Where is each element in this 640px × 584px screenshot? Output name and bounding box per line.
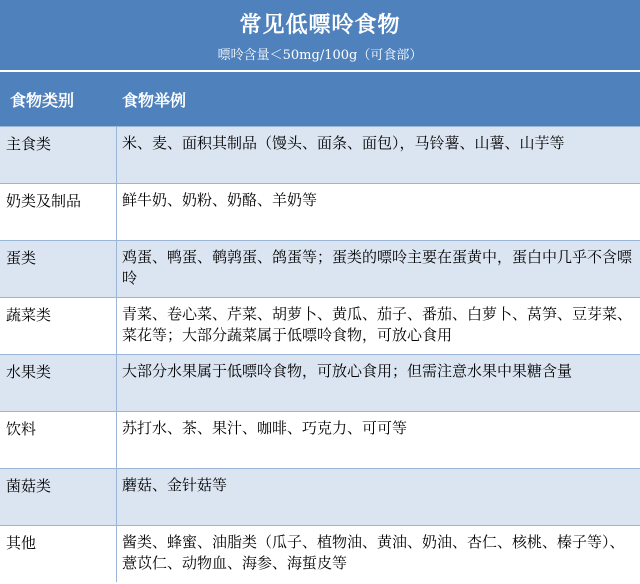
table-row xyxy=(0,525,640,582)
table-row xyxy=(0,183,640,240)
examples-cell: 酱类、蜂蜜、油脂类（瓜子、植物油、黄油、奶油、杏仁、核桃、榛子等）、薏苡仁、动物血、海参、海蜇皮等 xyxy=(122,533,625,572)
examples-cell: 大部分水果属于低嘌呤食物，可放心食用；但需注意水果中果糖含量 xyxy=(122,362,573,380)
column-divider xyxy=(116,412,117,468)
examples-cell: 鲜牛奶、奶粉、奶酪、羊奶等 xyxy=(122,191,318,209)
examples-cell: 鸡蛋、鸭蛋、鹌鹑蛋、鸽蛋等；蛋类的嘌呤主要在蛋黄中，蛋白中几乎不含嘌呤 xyxy=(122,248,633,287)
table-row xyxy=(0,297,640,354)
column-divider xyxy=(116,355,117,411)
examples-cell: 米、麦、面积其制品（馒头、面条、面包），马铃薯、山薯、山芋等 xyxy=(122,134,565,152)
category-cell: 其他 xyxy=(6,534,37,552)
title-banner xyxy=(0,0,640,70)
table-header-row xyxy=(0,70,640,126)
column-divider xyxy=(116,469,117,525)
column-divider xyxy=(116,184,117,240)
category-cell: 主食类 xyxy=(6,135,52,153)
examples-cell: 青菜、卷心菜、芹菜、胡萝卜、黄瓜、茄子、番茄、白萝卜、莴笋、豆芽菜、菜花等；大部分蔬菜属于低嘌呤食物，可放心食用 xyxy=(122,305,633,344)
column-divider xyxy=(116,127,117,183)
category-cell: 水果类 xyxy=(6,363,52,381)
page-subtitle: 嘌呤含量＜50mg/100g（可食部） xyxy=(217,48,423,63)
table-row xyxy=(0,354,640,411)
column-divider xyxy=(116,241,117,297)
column-divider xyxy=(116,526,117,582)
category-cell: 菌菇类 xyxy=(6,477,52,495)
column-header-category: 食物类别 xyxy=(10,91,75,110)
table-body xyxy=(0,126,640,582)
category-cell: 奶类及制品 xyxy=(6,192,82,210)
column-header-examples: 食物举例 xyxy=(122,91,187,110)
table-row xyxy=(0,126,640,183)
table-row xyxy=(0,240,640,297)
category-cell: 饮料 xyxy=(6,420,37,438)
page-title: 常见低嘌呤食物 xyxy=(239,12,401,38)
table-row xyxy=(0,411,640,468)
category-cell: 蛋类 xyxy=(6,249,37,267)
category-cell: 蔬菜类 xyxy=(6,306,52,324)
examples-cell: 苏打水、茶、果汁、咖啡、巧克力、可可等 xyxy=(122,419,408,437)
table-row xyxy=(0,468,640,525)
column-divider xyxy=(116,298,117,354)
examples-cell: 蘑菇、金针菇等 xyxy=(122,476,228,494)
